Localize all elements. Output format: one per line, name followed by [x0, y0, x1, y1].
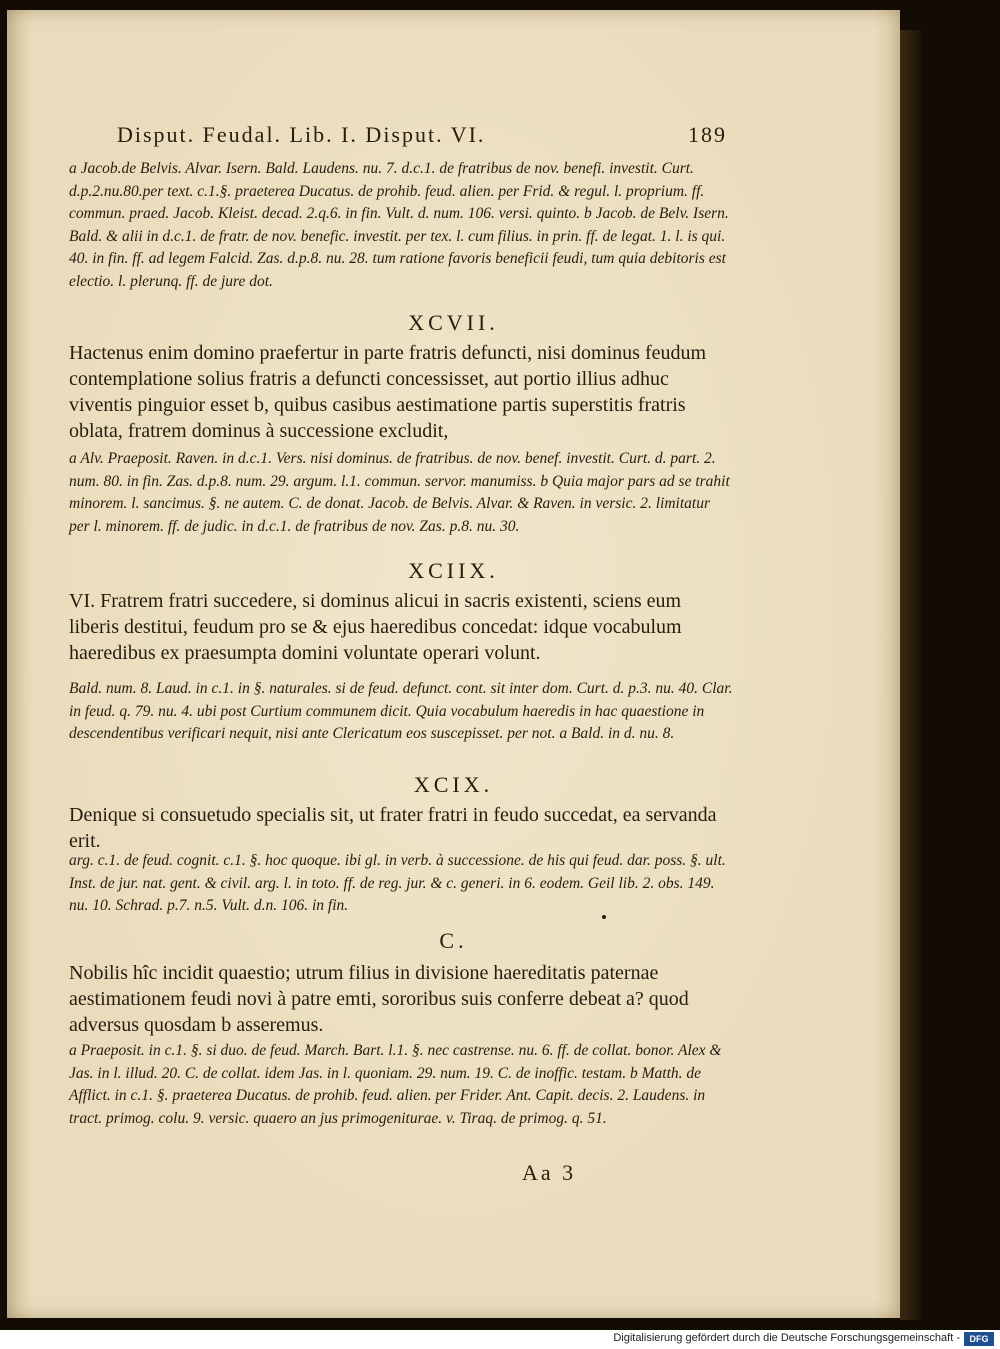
section-heading: C.: [439, 928, 468, 953]
footnote-text: arg. c.1. de feud. cognit. c.1. §. hoc quoque. ibi gl. in verb. à successione. de his qui feud. dar. poss. §. ult. Inst. de jur. nat. gent. & civil. arg. l. in toto. ff. de reg. jur. & c. generi. in 6. eodem. Geil lib. 2. obs. 149. nu. 10. Schrad. p.7. n.5. Vult. d.n. 106. in fin.: [69, 852, 726, 914]
running-head: [117, 122, 727, 148]
footnote-text: a Praeposit. in c.1. §. si duo. de feud. March. Bart. l.1. §. nec castrense. nu. 6. ff. de collat. bonor. Alex & Jas. in l. illud. 20. C. de collat. idem Jas. in l. quoniam. 29. num. 19. C. de inoffic. testam. b Matth. de Afflict. in c.1. §. praeterea Ducatus. de prohib. feud. alien. per Frider. Ant. Capit. decis. 2. Laudens. in tract. primog. colu. 9. versic. quaero an jus primogeniturae. v. Tiraq. de primog. q. 51.: [69, 1042, 722, 1127]
footnotes-top: [69, 158, 734, 293]
funding-credit: Digitalisierung gefördert durch die Deutsche Forschungsgemeinschaft -: [613, 1332, 960, 1344]
digitization-footer: [0, 1330, 1000, 1349]
book-page: [7, 10, 900, 1318]
signature-mark: Aa 3: [522, 1160, 577, 1185]
section-body: [69, 340, 724, 444]
section-heading: XCVII.: [408, 310, 499, 335]
book-edge: [900, 30, 922, 1320]
section-heading: XCIX.: [413, 772, 494, 797]
section-footnotes: [69, 1040, 734, 1130]
section-footnotes: [69, 850, 734, 918]
section-heading: XCIIX.: [408, 558, 499, 583]
footnote-text: a Alv. Praeposit. Raven. in d.c.1. Vers. nisi dominus. de fratribus. de nov. benef. investit. Curt. d. part. 2. num. 80. in fin. Zas. d.p.8. num. 29. argum. l.1. commun. servor. manumiss. b Quia major pars ad se trahit minorem. l. sancimus. §. ne autem. C. de donat. Jacob. de Belvis. Alvar. & Raven. in versic. 2. limitatur per l. minorem. ff. de judic. in d.c.1. de fratribus de nov. Zas. p.8. nu. 30.: [69, 450, 730, 535]
footnote-text: a Jacob.de Belvis. Alvar. Isern. Bald. Laudens. nu. 7. d.c.1. de fratribus de nov. benefi. investit. Curt. d.p.2.nu.80.per text. c.1.§. praeterea Ducatus. de prohib. feud. alien. per Frid. & regul. l. proprium. ff. commun. praed. Jacob. Kleist. decad. 2.q.6. in fin. Vult. d. num. 106. versi. quinto. b Jacob. de Belv. Isern. Bald. & alii in d.c.1. de fratr. de nov. benefic. investit. per tex. l. cum filius. in prin. ff. de legat. 1. l. is qui. 40. in fin. ff. ad legem Falcid. Zas. d.p.8. nu. 28. tum ratione favoris beneficii feudi, tum quia debitoris est electio. l. plerunq. ff. de jure dot.: [69, 160, 729, 290]
paragraph: Denique si consuetudo specialis sit, ut frater fratri in feudo succedat, ea servanda erit.: [69, 804, 717, 852]
dfg-logo-icon: DFG: [964, 1332, 994, 1346]
running-head-title: Disput. Feudal. Lib. I. Disput. VI.: [117, 122, 486, 147]
ink-speck: [602, 915, 606, 919]
section-footnotes: [69, 678, 734, 746]
section-body: [69, 588, 724, 666]
section-body: [69, 802, 724, 854]
section-footnotes: [69, 448, 734, 538]
paragraph: Hactenus enim domino praefertur in parte fratris defuncti, nisi dominus feudum contemplatione solius fratris a defuncti concessisset, aut portio illius adhuc viventis pinguior esset b, quibus casibus aestimatione partis superstitis fratris oblata, fratrem dominus à successione excludit,: [69, 342, 707, 442]
paragraph: Nobilis hîc incidit quaestio; utrum filius in divisione haereditatis paternae aestimationem feudi novi à patre emti, sororibus suis conferre debeat a? quod adversus quosdam b asseremus.: [69, 962, 689, 1036]
footnote-text: Bald. num. 8. Laud. in c.1. in §. naturales. si de feud. defunct. cont. sit inter dom. Curt. d. p.3. nu. 40. Clar. in feud. q. 79. nu. 4. ubi post Curtium communem dicit. Quia vocabulum haeredis in hac quaestione in descendentibus verificari nequit, nisi ante Clericatum eos suscepisset. per not. a Bald. in d. nu. 8.: [69, 680, 733, 742]
section-body: [69, 960, 724, 1038]
paragraph: VI. Fratrem fratri succedere, si dominus alicui in sacris existenti, sciens eum liberis destitui, feudum pro se & ejus haeredibus concedat: idque vocabulum haeredibus ex praesumpta domini voluntate operari volunt.: [69, 590, 682, 664]
page-number: 189: [688, 122, 727, 147]
